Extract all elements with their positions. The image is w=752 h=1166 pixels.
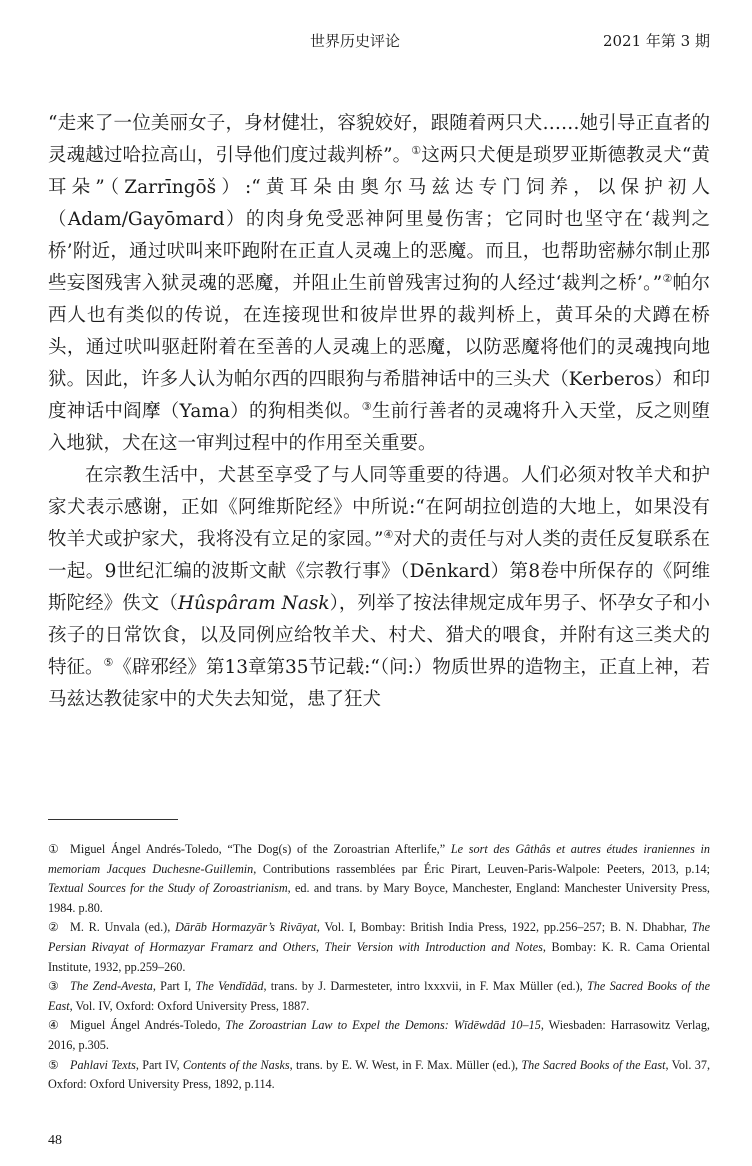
footnote-title: Le sort des Gâthâs et autres études iraniennes in memoriam Jacques Duchesne-Guillemin xyxy=(48,842,711,876)
text-run: ），列举了按法律规定成年男子、怀孕女子和小孩子的日常饮食，以及同例应给牧羊犬、村犬、猎犬的喂食，并附有这三类犬的特征。 xyxy=(48,593,710,678)
footnote-text: , Contributions rassemblées par Éric Pirart, Leuven-Paris-Walpole: Peeters, 2013, p.14; xyxy=(253,861,710,876)
footnote-1 xyxy=(48,840,710,918)
footnote-text: , trans. by E. W. West, in F. Max. Müller (ed.), xyxy=(289,1057,522,1072)
issue-label: 2021 年第 3 期 xyxy=(602,32,710,50)
text-run: 《辟邪经》第13章第35节记载:“（问:）物质世界的造物主，正直上神，若马兹达教徒家中的犬失去知觉，患了狂犬 xyxy=(48,657,710,710)
footnote-text: , Wiesbaden: Harrasowitz Verlag, 2016, p.305. xyxy=(48,1018,710,1052)
footnote-text: , Bombay: K. R. Cama Oriental Institute, 1932, pp.259–260. xyxy=(48,939,711,974)
running-header xyxy=(48,30,710,60)
footnote-2 xyxy=(48,918,710,977)
italic-title: Hûspâram Nask xyxy=(177,593,330,614)
footnote-text: , Vol. 37, Oxford: Oxford University Press, 1892, p.114. xyxy=(48,1057,710,1092)
footnote-number: ④ xyxy=(48,1018,59,1033)
body-text xyxy=(48,108,710,716)
footnote-ref-2[interactable]: ② xyxy=(662,271,673,285)
text-run: 生前行善者的灵魂将升入天堂，反之则堕入地狱，犬在这一审判过程中的作用至关重要。 xyxy=(48,401,710,454)
footnote-text: , ed. and trans. by Mary Boyce, Manchester, England: Manchester University Press, 1984. p.80. xyxy=(48,881,710,915)
footnote-divider xyxy=(48,819,178,820)
footnote-title: Pahlavi Texts xyxy=(70,1057,136,1072)
footnote-title: The Sacred Books of the East xyxy=(48,979,711,1013)
footnote-number: ① xyxy=(48,842,59,856)
footnote-title: The Zoroastrian Law to Expel the Demons: Wīdēwdād 10–15 xyxy=(225,1018,541,1033)
footnote-text: , Vol. I, Bombay: British India Press, 1922, pp.256–257; B. N. Dhabhar, xyxy=(316,920,692,935)
journal-title: 世界历史评论 xyxy=(310,32,401,50)
footnote-title: The Zend-Avesta xyxy=(70,979,153,994)
footnote-title: The Vendīdād xyxy=(195,979,264,994)
footnotes xyxy=(48,840,710,1095)
footnote-number: ③ xyxy=(48,979,59,994)
footnote-5 xyxy=(48,1056,710,1095)
footnote-title: The Sacred Books of the East xyxy=(521,1057,666,1072)
footnote-title: Contents of the Nasks xyxy=(182,1057,290,1072)
footnote-text: Miguel Ángel Andrés-Toledo, xyxy=(70,1018,226,1033)
footnote-title: The Persian Rivayat of Hormazyar Framarz and Others, Their Version with Introduction and Notes xyxy=(48,920,710,954)
footnote-text: , Part IV, xyxy=(135,1057,183,1072)
footnote-number: ② xyxy=(48,920,59,935)
footnote-text: Miguel Ángel Andrés-Toledo, “The Dog(s) of the Zoroastrian Afterlife,” xyxy=(70,842,451,856)
footnote-ref-4[interactable]: ④ xyxy=(383,527,394,541)
text-run: 在宗教生活中，犬甚至享受了与人同等重要的待遇。人们必须对牧羊犬和护家犬表示感谢，正如《阿维斯陀经》中所说:“在阿胡拉创造的大地上，如果没有牧羊犬或护家犬，我将没有立足的家园。” xyxy=(48,465,710,550)
text-run: 帕尔西人也有类似的传说，在连接现世和彼岸世界的裁判桥上，黄耳朵的犬蹲在桥头，通过吠叫驱赶附着在至善的人灵魂上的恶魔，以防恶魔将他们的灵魂拽向地狱。因此，许多人认为帕尔西的四眼狗与希腊神话中的三头犬（Kerberos）和印度神话中阎摩（Yama）的狗相类似。 xyxy=(48,273,710,422)
footnote-3 xyxy=(48,977,710,1016)
footnote-text: , Part I, xyxy=(152,979,196,994)
footnote-text: , Vol. IV, Oxford: Oxford University Press, 1887. xyxy=(69,998,310,1013)
footnote-ref-1[interactable]: ① xyxy=(411,143,422,157)
footnote-title: Dārāb Hormazyār’s Rivāyat xyxy=(175,920,317,935)
paragraph-2 xyxy=(48,460,710,716)
page-number: 48 xyxy=(48,1133,62,1148)
text-run: “走来了一位美丽女子，身材健壮，容貌姣好，跟随着两只犬……她引导正直者的灵魂越过哈拉高山，引导他们度过裁判桥”。 xyxy=(48,113,710,166)
footnote-text: , trans. by J. Darmesteter, intro lxxxvii, in F. Max Müller (ed.), xyxy=(263,979,587,994)
footnote-4 xyxy=(48,1016,710,1055)
text-run: 对犬的责任与对人类的责任反复联系在一起。9世纪汇编的波斯文献《宗教行事》（Dēnkard）第8卷中所保存的《阿维斯陀经》佚文（ xyxy=(48,529,710,614)
footnote-text: M. R. Unvala (ed.), xyxy=(70,920,176,935)
paragraph-1 xyxy=(48,108,710,460)
text-run: 这两只犬便是琐罗亚斯德教灵犬“黄耳朵”（Zarrīngōš）:“黄耳朵由奥尔马兹达专门饲养，以保护初人（Adam/Gayōmard）的肉身免受恶神阿里曼伤害；它同时也坚守在‘裁判之桥’附近，通过吠叫来吓跑附在正直人灵魂上的恶魔。而且，也帮助密赫尔制止那些妄图残害入狱灵魂的恶魔，并阻止生前曾残害过狗的人经过‘裁判之桥’。” xyxy=(48,145,710,294)
footnote-ref-5[interactable]: ⑤ xyxy=(103,655,114,669)
footnote-number: ⑤ xyxy=(48,1057,59,1072)
footnote-ref-3[interactable]: ③ xyxy=(361,399,372,413)
footnote-title: Textual Sources for the Study of Zoroastrianism xyxy=(48,881,288,896)
